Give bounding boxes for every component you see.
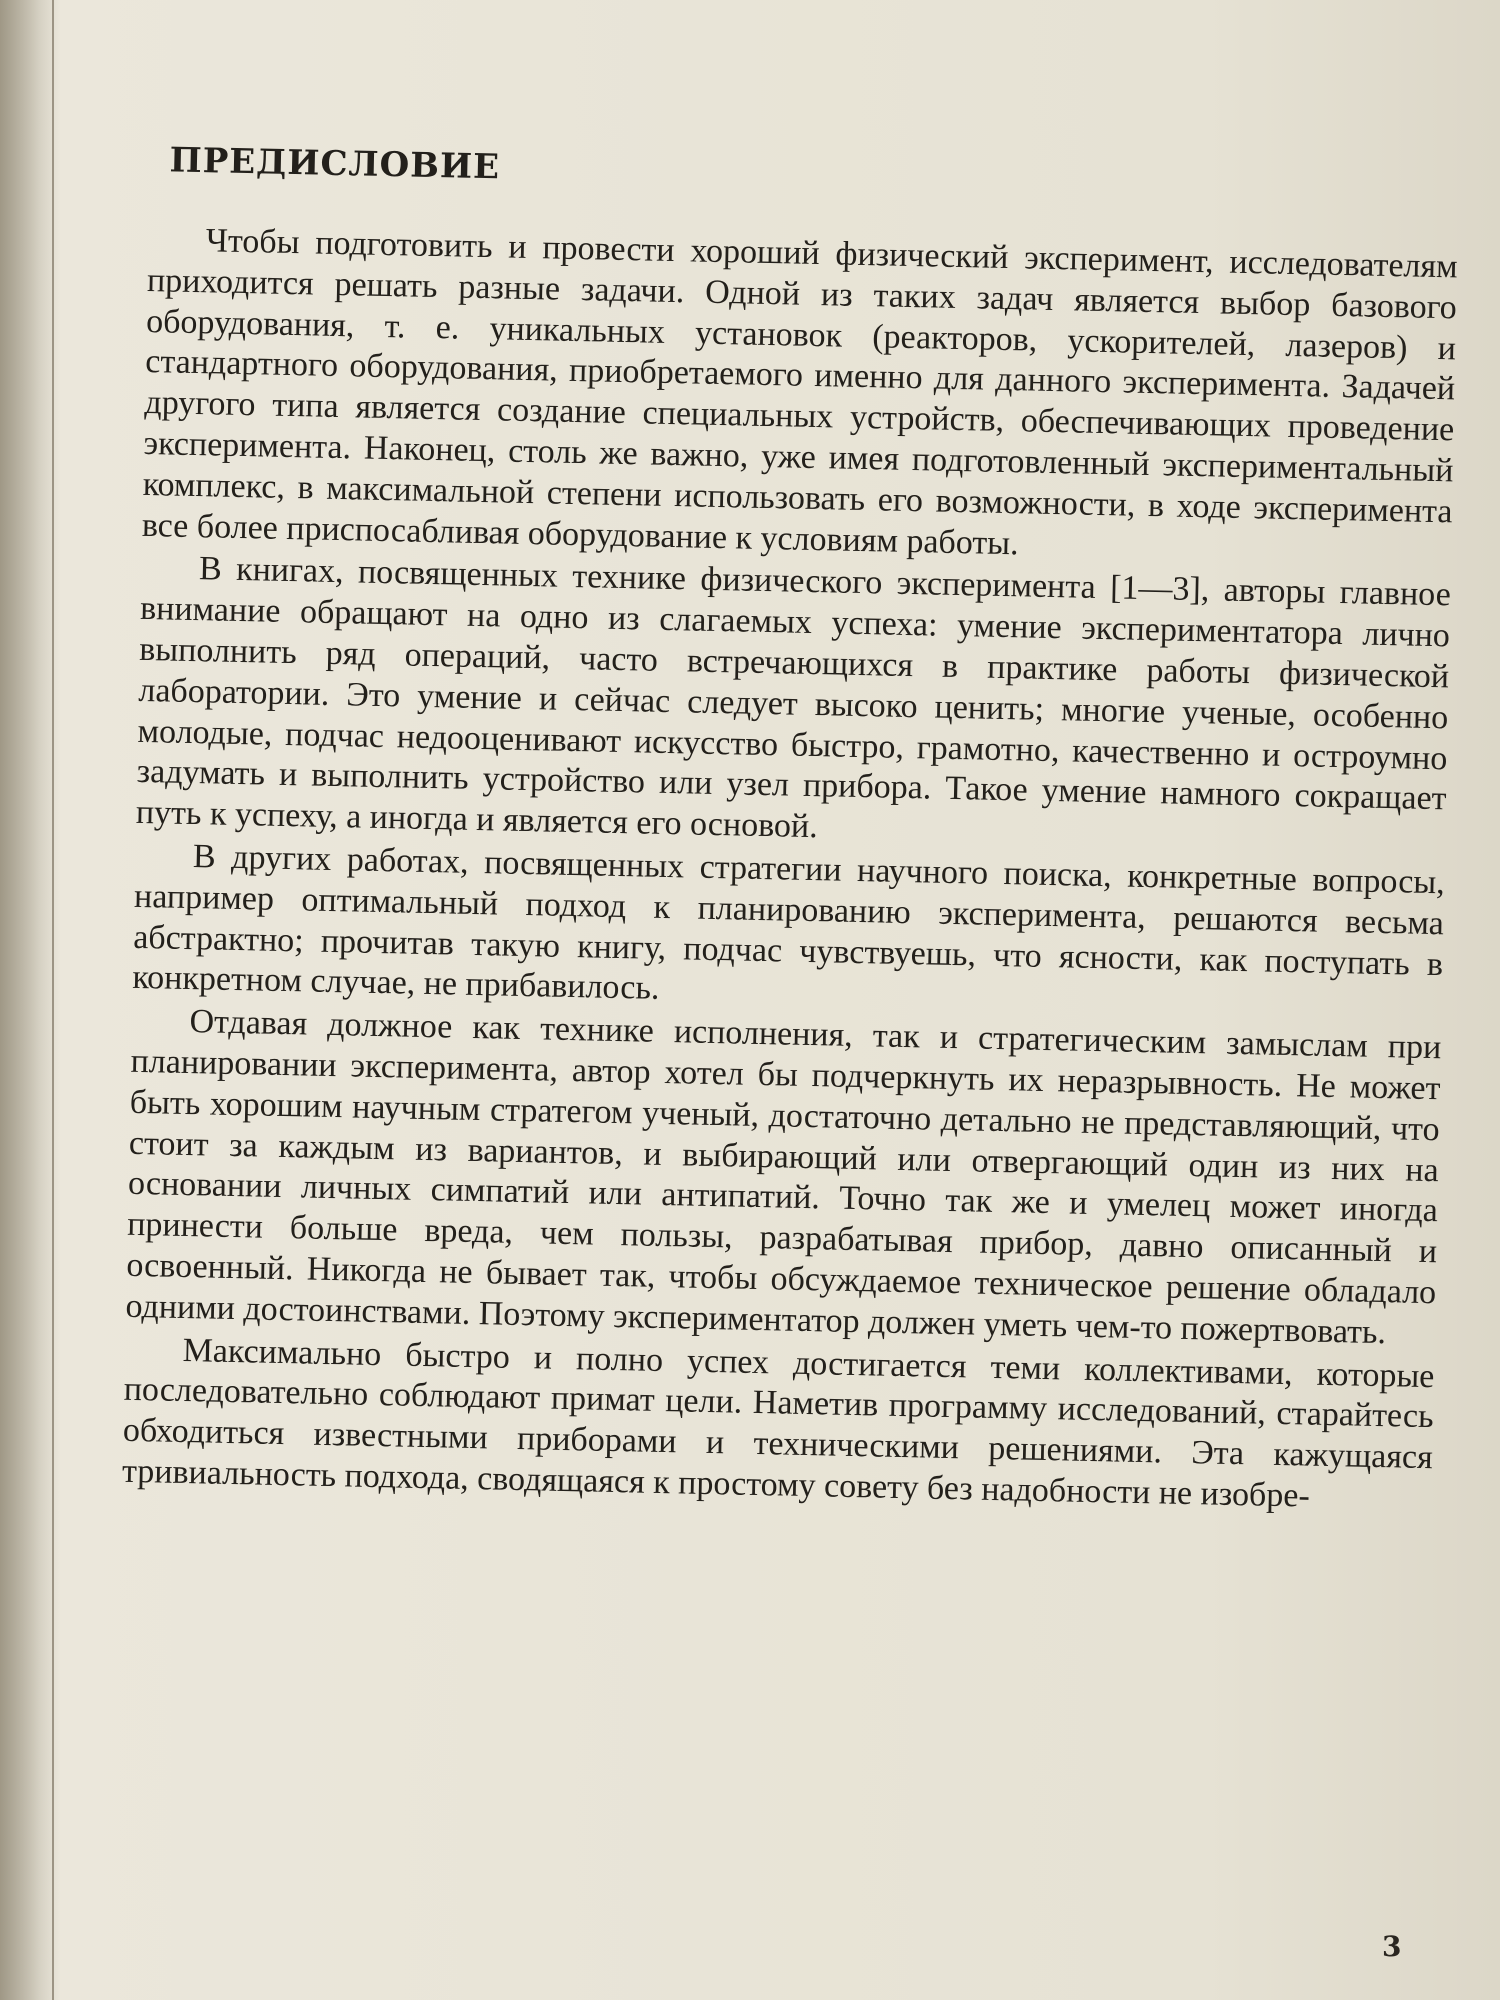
- paragraph: В книгах, посвященных технике физического эксперимента [1—3], авторы главное внимание обращают на одно из слагаемых успеха: умение экспериментатора лично выполнить ряд операций, часто встречающихся в практике работы физической лаборатории. Это умение и сейчас следует высоко ценить; многие ученые, особенно молодые, подчас недооценивают искусство быстро, грамотно, качественно и остроумно задумать и выполнить устройство или узел прибора. Такое умение намного сокращает путь к успеху, а иногда и является его основой.: [135, 550, 1452, 846]
- paragraph: Чтобы подготовить и провести хороший физический эксперимент, исследователям приходится решать разные задачи. Одной из таких задач является выбор базового оборудования, т. е. уникальных установок (реакторов, ускорителей, лазеров) и стандартного оборудования, приобретаемого именно для данного эксперимента. Задачей другого типа является создание специальных устройств, обеспечивающих проведение эксперимента. Наконец, столь же важно, уже имея подготовленный экспериментальный комплекс, в максимальной степени использовать его возможности, в ходе эксперимента все более приспосабливая оборудование к условиям работы.: [141, 222, 1459, 562]
- page-number: 3: [1382, 1930, 1402, 1963]
- paragraph: В других работах, посвященных стратегии научного поиска, конкретные вопросы, например оптимальный подход к планированию эксперимента, решаются весьма абстрактно; прочитав такую книгу, подчас чувствуешь, что ясности, как поступать в конкретном случае, не прибавилось.: [132, 838, 1446, 1008]
- spine-edge: [52, 0, 54, 2000]
- page-content: [122, 140, 1460, 1522]
- paragraph: Отдавая должное как технике исполнения, так и стратегическим замыслам при планировании эксперимента, автор хотел бы подчеркнуть их неразрывность. Не может быть хорошим научным стратегом ученый, достаточно детально не представляющий, что стоит за каждым из вариантов, и выбирающий или отвергающий один из них на основании личных симпатий или антипатий. Точно так же и умелец может иногда принести больше вреда, чем пользы, разрабатывая прибор, давно описанный и освоенный. Никогда не бывает так, чтобы обсуждаемое техническое решение обладало одними достоинствами. Поэтому экспериментатор должен уметь чем-то пожертвовать.: [125, 1003, 1442, 1351]
- page-title: ПРЕДИСЛОВИЕ: [169, 140, 501, 188]
- paragraph: Максимально быстро и полно успех достигается теми коллективами, которые последовательно соблюдают примат цели. Наметив программу исследований, старайтесь обходиться известными приборами и техническими решениями. Эта кажущаяся тривиальность подхода, сводящаяся к простому совету без надобности не изобре-: [121, 1331, 1435, 1515]
- spine-shadow: [0, 0, 60, 2000]
